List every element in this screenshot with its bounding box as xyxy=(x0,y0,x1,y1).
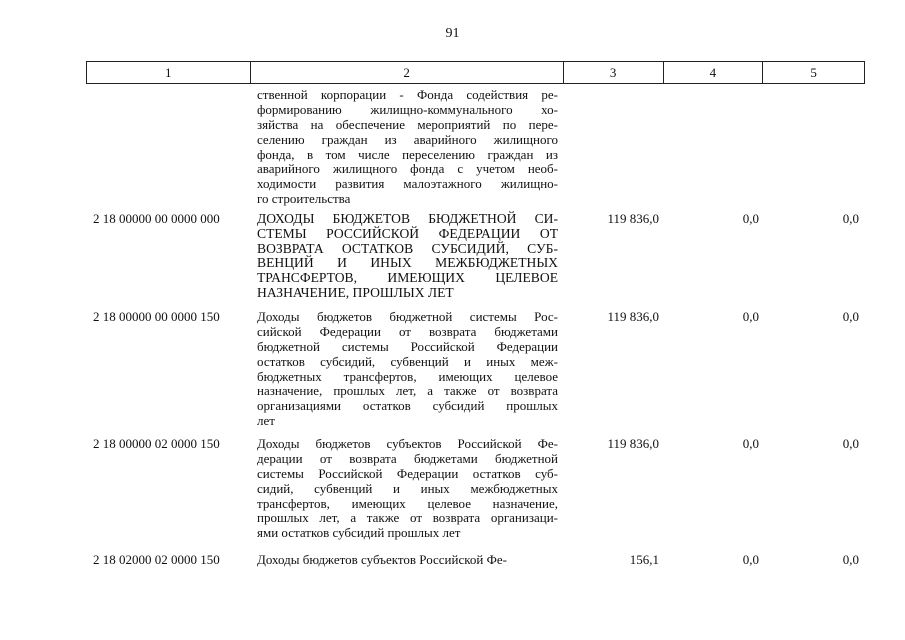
description-line: ями остатков субсидий прошлых лет xyxy=(257,525,461,541)
description-line: назначение, прошлых лет, а также от возврата xyxy=(257,383,558,399)
value-col5: 0,0 xyxy=(842,552,859,567)
value-col3: 156,1 xyxy=(629,552,659,567)
description-line: трансфертов, имеющих целевое назначение, xyxy=(257,495,558,511)
description-line: Доходы бюджетов субъектов Российской Фе- xyxy=(257,552,507,567)
column-header-3: 3 xyxy=(564,62,664,83)
table-header-row xyxy=(86,61,865,84)
description-line: Доходы бюджетов бюджетной системы Рос- xyxy=(257,309,558,324)
description-line: сийской Федерации от возврата бюджетами xyxy=(257,323,558,339)
description-line: бюджетных трансфертов, имеющих целевое xyxy=(257,368,558,384)
row-description xyxy=(257,437,558,541)
description-line: ственной корпорации - Фонда содействия ре- xyxy=(257,87,558,102)
description-line: ВЕНЦИЙ И ИНЫХ МЕЖБЮДЖЕТНЫХ xyxy=(257,255,558,271)
value-col3: 119 836,0 xyxy=(607,309,659,324)
description-line: ТРАНСФЕРТОВ, ИМЕЮЩИХ ЦЕЛЕВОЕ xyxy=(257,270,558,286)
column-header-2: 2 xyxy=(251,62,564,83)
column-header-5: 5 xyxy=(810,65,817,80)
column-header-1: 1 xyxy=(87,62,251,83)
budget-code: 2 18 00000 02 0000 150 xyxy=(93,436,220,451)
description-line: организациями остатков субсидий прошлых xyxy=(257,398,558,414)
row-description xyxy=(257,553,558,568)
row-description xyxy=(257,212,558,301)
description-line: остатков субсидий, субвенций и иных меж- xyxy=(257,353,558,369)
budget-code: 2 18 00000 00 0000 150 xyxy=(93,309,220,324)
value-col4: 0,0 xyxy=(742,211,759,226)
description-line: селению граждан из аварийного жилищного xyxy=(257,131,558,147)
description-line: НАЗНАЧЕНИЕ, ПРОШЛЫХ ЛЕТ xyxy=(257,284,454,300)
column-header-4: 4 xyxy=(664,62,764,83)
description-line: го строительства xyxy=(257,191,351,207)
description-line: сидий, субвенций и иных межбюджетных xyxy=(257,480,558,496)
description-line: системы Российской Федерации остатков суб- xyxy=(257,465,558,481)
description-line: формированию жилищно-коммунального хо- xyxy=(257,101,558,117)
description-line: Доходы бюджетов субъектов Российской Фе- xyxy=(257,436,558,451)
description-line: дерации от возврата бюджетами бюджетной xyxy=(257,450,558,466)
description-line: бюджетной системы Российской Федерации xyxy=(257,338,558,354)
value-col3: 119 836,0 xyxy=(607,436,659,451)
row-description xyxy=(257,310,558,429)
description-line: прошлых лет, а также от возврата организаци- xyxy=(257,510,558,526)
description-line: аварийного жилищного фонда с учетом необ- xyxy=(257,161,558,177)
value-col3: 119 836,0 xyxy=(607,211,659,226)
value-col4: 0,0 xyxy=(742,552,759,567)
description-line: ВОЗВРАТА ОСТАТКОВ СУБСИДИЙ, СУБ- xyxy=(257,240,558,256)
value-col5: 0,0 xyxy=(842,436,859,451)
page-number: 91 xyxy=(445,26,460,41)
description-line: ходимости развития малоэтажного жилищно- xyxy=(257,176,558,192)
value-col4: 0,0 xyxy=(742,309,759,324)
budget-code: 2 18 02000 02 0000 150 xyxy=(93,552,220,567)
description-line: лет xyxy=(257,413,275,429)
value-col4: 0,0 xyxy=(742,436,759,451)
value-col5: 0,0 xyxy=(842,309,859,324)
value-col5: 0,0 xyxy=(842,211,859,226)
description-line: зяйства на обеспечение мероприятий по пере- xyxy=(257,116,558,132)
description-line: фонда, в том числе переселению граждан из xyxy=(257,146,558,162)
row-description xyxy=(257,88,558,207)
description-line: СТЕМЫ РОССИЙСКОЙ ФЕДЕРАЦИИ ОТ xyxy=(257,225,558,241)
budget-code: 2 18 00000 00 0000 000 xyxy=(93,211,220,226)
description-line: ДОХОДЫ БЮДЖЕТОВ БЮДЖЕТНОЙ СИ- xyxy=(257,211,558,226)
